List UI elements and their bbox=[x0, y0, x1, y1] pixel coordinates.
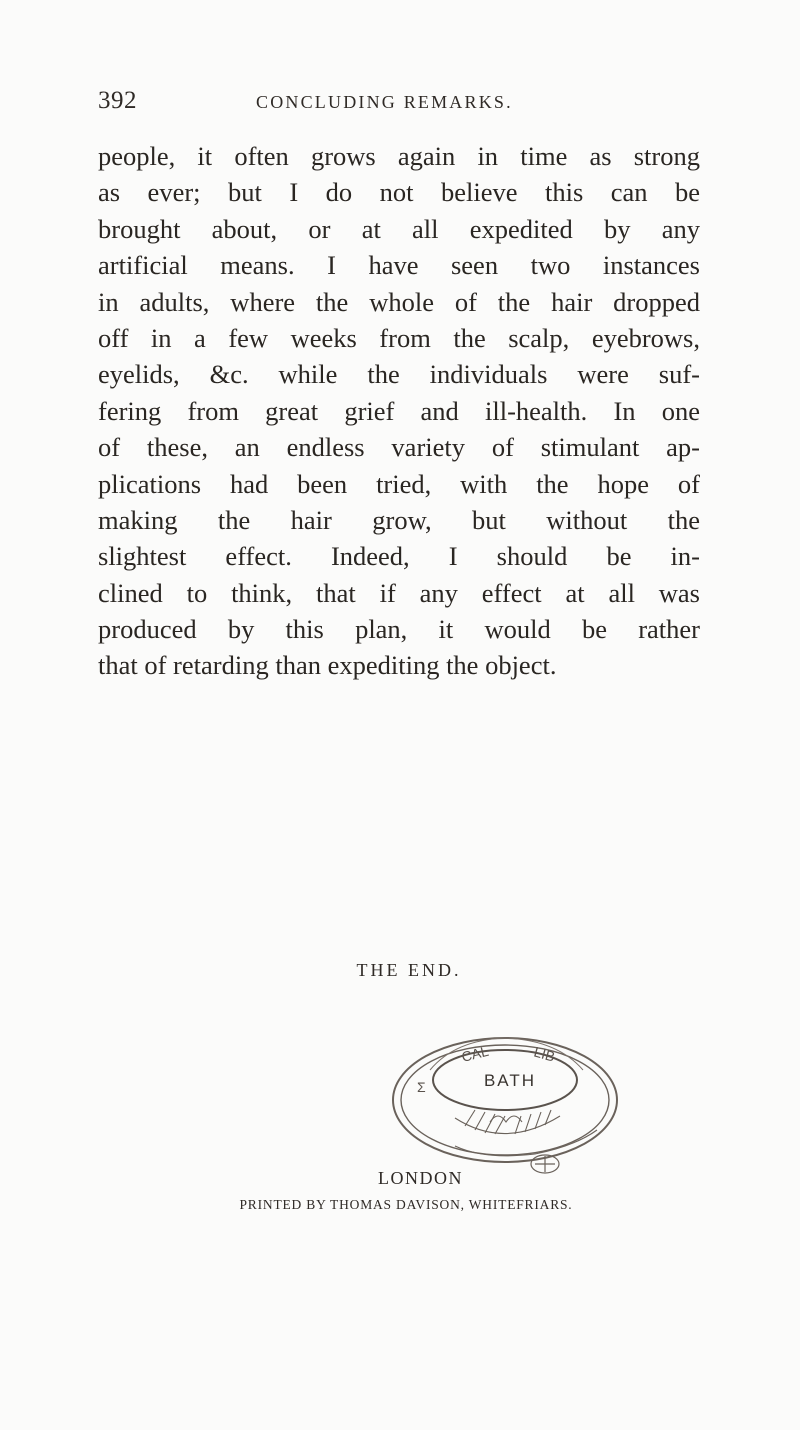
imprint-city: LONDON bbox=[378, 1168, 463, 1188]
text-line: fering from great grief and ill-health. In one bbox=[98, 395, 700, 426]
text-line: clined to think, that if any effect at all was bbox=[98, 577, 700, 608]
stamp-label: BATH bbox=[483, 1071, 537, 1090]
text-line: as ever; but I do not believe this can be bbox=[98, 177, 700, 208]
text-line: brought about, or at all expedited by any bbox=[98, 213, 700, 244]
library-stamp-graphic bbox=[335, 1030, 625, 1180]
page-header bbox=[98, 86, 658, 120]
text-line: plications had been tried, with the hope of bbox=[98, 468, 700, 499]
running-head: CONCLUDING REMARKS. bbox=[256, 92, 513, 112]
svg-text:Σ: Σ bbox=[417, 1079, 426, 1095]
text-line: produced by this plan, it would be rather bbox=[98, 614, 700, 645]
page-number: 392 bbox=[98, 87, 137, 114]
body-text bbox=[98, 138, 700, 684]
text-line: in adults, where the whole of the hair dropped bbox=[98, 286, 700, 317]
svg-text:LIB: LIB bbox=[532, 1043, 557, 1065]
text-line: people, it often grows again in time as strong bbox=[98, 141, 700, 171]
text-line: that of retarding than expediting the object. bbox=[98, 650, 557, 681]
text-line: slightest effect. Indeed, I should be in- bbox=[98, 541, 700, 572]
text-line: artificial means. I have seen two instances bbox=[98, 250, 700, 281]
text-line: off in a few weeks from the scalp, eyebrows, bbox=[98, 322, 700, 353]
text-line: eyelids, &c. while the individuals were suf- bbox=[98, 359, 700, 390]
the-end-heading: THE END. bbox=[356, 960, 462, 980]
svg-text:CAL: CAL bbox=[459, 1042, 491, 1065]
text-line: of these, an endless variety of stimulant ap- bbox=[98, 432, 700, 463]
library-stamp-icon bbox=[335, 1030, 625, 1180]
text-line: making the hair grow, but without the bbox=[98, 504, 700, 535]
printer-imprint: PRINTED BY THOMAS DAVISON, WHITEFRIARS. bbox=[239, 1197, 573, 1212]
